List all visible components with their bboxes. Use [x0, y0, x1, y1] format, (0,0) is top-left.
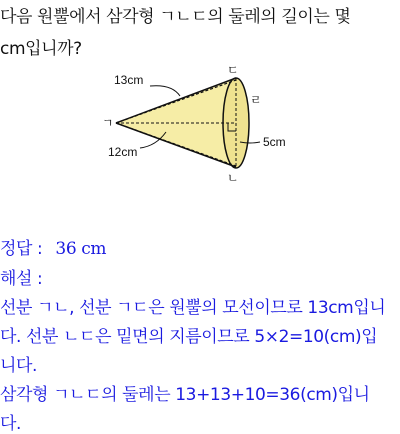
explanation-label: 해설 : — [0, 269, 43, 289]
vertex-label-apex: ㄱ — [102, 116, 114, 130]
label-13cm: 13cm — [114, 73, 144, 87]
answer-line — [0, 234, 106, 259]
explanation-line-5: 다. — [0, 414, 22, 434]
leader-13cm — [150, 86, 180, 96]
label-12cm: 12cm — [108, 145, 138, 159]
explanation-line-4: 삼각형 ㄱㄴㄷ의 둘레는 13+13+10=36(cm)입니 — [0, 385, 370, 405]
explanation-line-1: 선분 ㄱㄴ, 선분 ㄱㄷ은 원뿔의 모선이므로 13cm입니 — [0, 298, 386, 318]
explanation-line-3: 니다. — [0, 356, 38, 376]
question-line-1: 다음 원뿔에서 삼각형 ㄱㄴㄷ의 둘레의 길이는 몇 — [0, 7, 351, 27]
answer-label: 정답 : — [0, 239, 43, 259]
leader-5cm — [240, 142, 260, 143]
explanation-line-2: 다. 선분 ㄴㄷ은 밑면의 지름이므로 5×2=10(cm)입 — [0, 327, 378, 347]
answer-value: 36 cm — [55, 239, 107, 259]
vertex-label-center: ㄹ — [250, 93, 262, 107]
question-line-2: cm입니까? — [0, 39, 82, 59]
vertex-label-bottom: ㄴ — [227, 171, 239, 185]
label-5cm: 5cm — [263, 135, 286, 149]
vertex-label-top: ㄷ — [227, 63, 239, 77]
cone-figure — [100, 62, 300, 186]
